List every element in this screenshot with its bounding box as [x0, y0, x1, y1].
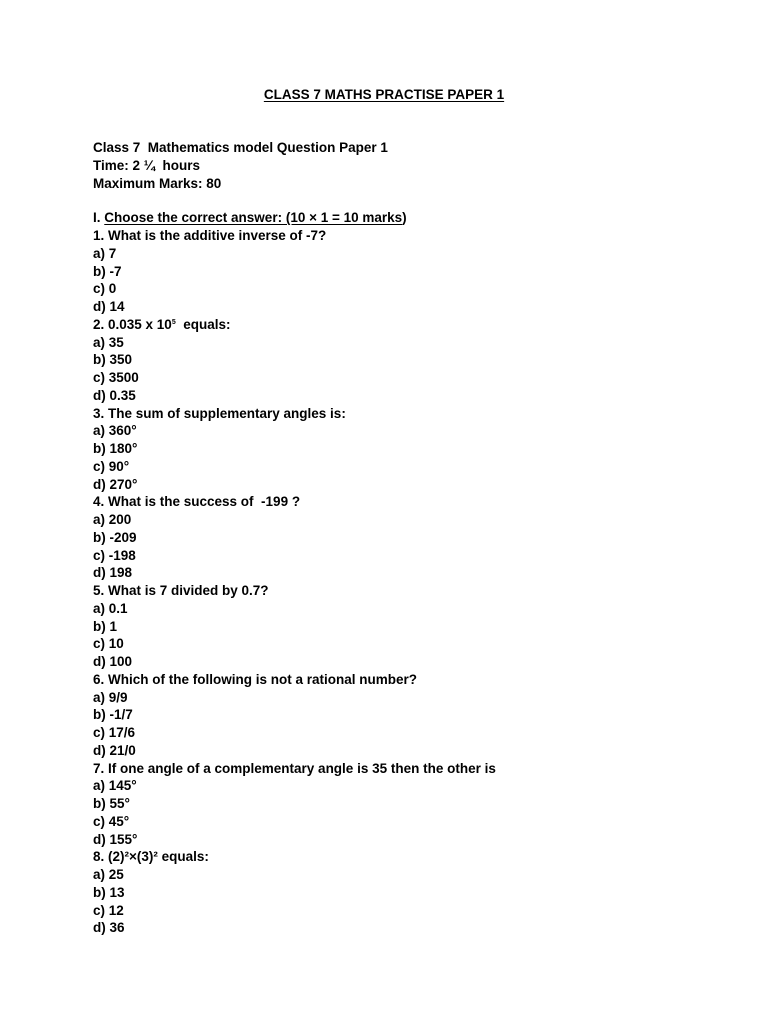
- spacer: [93, 192, 693, 209]
- question-3-option-d: d) 270°: [93, 476, 138, 492]
- question-2-text: 2. 0.035 x 10: [93, 316, 172, 332]
- question-8-option-c: c) 12: [93, 902, 124, 918]
- question-8-option-d: d) 36: [93, 920, 125, 936]
- paper-content: [93, 139, 693, 937]
- question-2-exponent: 5: [171, 318, 176, 326]
- question-2-option-b: b) 350: [93, 352, 133, 368]
- question-8-option-b: b) 13: [93, 884, 125, 900]
- question-6-option-c: c) 17/6: [93, 725, 136, 740]
- question-3: 3. The sum of supplementary angles is:: [93, 405, 346, 421]
- question-3-option-b: b) 180°: [93, 441, 138, 456]
- question-6-option-a: a) 9/9: [93, 689, 128, 705]
- question-6: 6. Which of the following is not a rational number?: [93, 671, 417, 687]
- question-4-option-c: c) -198: [93, 547, 136, 563]
- question-4-option-d: d) 198: [93, 565, 133, 581]
- question-5-option-a: a) 0.1: [93, 600, 128, 616]
- question-1-option-c: c) 0: [93, 281, 117, 297]
- question-2-option-c: c) 3500: [93, 370, 139, 385]
- section-prefix: I.: [93, 210, 105, 226]
- question-2-option-a: a) 35: [93, 334, 124, 350]
- question-3-option-a: a) 360°: [93, 423, 137, 439]
- question-5: 5. What is 7 divided by 0.7?: [93, 583, 269, 598]
- question-7-option-b: b) 55°: [93, 796, 130, 811]
- question-1-option-d: d) 14: [93, 299, 125, 314]
- page-title: CLASS 7 MATHS PRACTISE PAPER 1: [263, 87, 505, 102]
- header-marks-line: Maximum Marks: 80: [93, 175, 222, 191]
- question-2: [93, 316, 693, 334]
- header-time-line: Time: 2 ¼ hours: [93, 157, 201, 173]
- question-3-option-c: c) 90°: [93, 458, 130, 474]
- question-1-option-b: b) -7: [93, 263, 122, 279]
- question-7-option-d: d) 155°: [93, 831, 138, 847]
- question-1-option-a: a) 7: [93, 245, 117, 261]
- question-7: 7. If one angle of a complementary angle is 35 then the other is: [93, 760, 496, 776]
- question-2-text-end: equals:: [175, 316, 231, 332]
- question-8-option-a: a) 25: [93, 867, 124, 882]
- question-5-option-b: b) 1: [93, 618, 118, 634]
- question-6-option-b: b) -1/7: [93, 707, 133, 723]
- question-5-option-c: c) 10: [93, 636, 124, 652]
- question-4-option-a: a) 200: [93, 512, 132, 527]
- section-heading: [93, 209, 693, 227]
- section-suffix: ): [402, 210, 407, 226]
- question-1: 1. What is the additive inverse of -7?: [93, 228, 327, 243]
- section-heading-text: Choose the correct answer: (10 × 1 = 10 marks: [104, 210, 403, 226]
- question-2-option-d: d) 0.35: [93, 387, 136, 403]
- question-6-option-d: d) 21/0: [93, 742, 136, 758]
- header-class-line: Class 7 Mathematics model Question Paper 1: [93, 140, 388, 155]
- question-8: 8. (2)²×(3)² equals:: [93, 849, 209, 865]
- question-7-option-c: c) 45°: [93, 813, 130, 829]
- question-7-option-a: a) 145°: [93, 778, 137, 794]
- question-4: 4. What is the success of -199 ?: [93, 494, 301, 510]
- question-5-option-d: d) 100: [93, 654, 133, 669]
- question-4-option-b: b) -209: [93, 529, 137, 545]
